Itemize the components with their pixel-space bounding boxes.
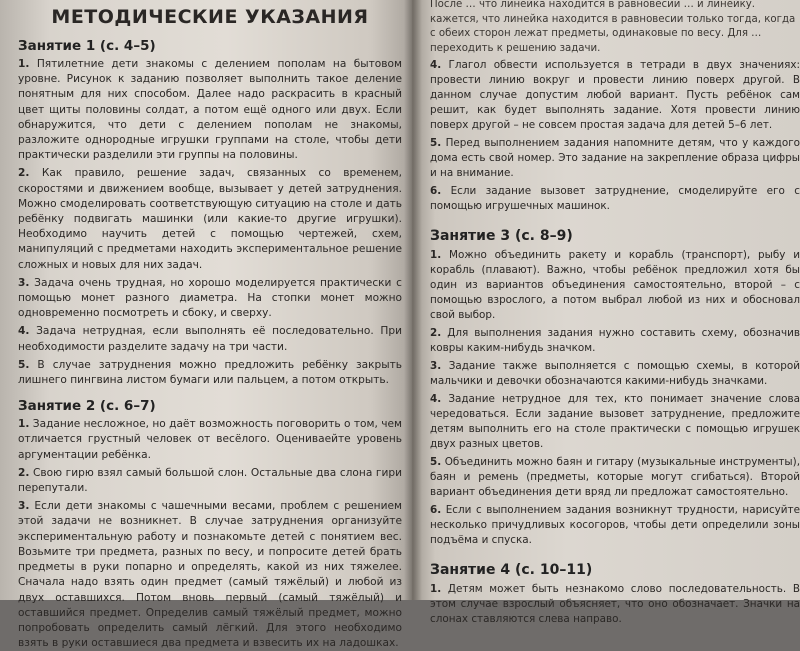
lesson-3-item-6 [430, 503, 800, 548]
lesson-2-item-6 [430, 184, 800, 214]
lesson-2-item-1 [18, 417, 402, 463]
item-number: 3. [430, 360, 442, 373]
item-text: Задание нетрудное для тех, кто понимает значение слова чередоваться. Если задание вызовет затруднение, предложите детям выполнить его на столе практически с помощью игрушек двух разных цветов. [430, 393, 800, 451]
item-number: 2. [18, 167, 30, 180]
item-text: Глагол обвести используется в тетради в двух значениях: провести линию вокруг и провести линию поверх другой. В данном случае допустим любой вариант. Пусть ребёнок сам решит, как будет выполнять задание. Хотя провести линию поверх другой – не совсем простая задача для детей 5–6 лет. [430, 59, 800, 132]
lesson-1-item-3 [18, 276, 402, 322]
lesson-3-item-3 [430, 359, 800, 389]
item-text: Если с выполнением задания возникнут трудности, нарисуйте несколько причудливых косогоров, чтобы дети определили зоны подъёма и спуска. [430, 504, 800, 547]
right-page [412, 0, 800, 626]
lesson-1-item-2 [18, 166, 402, 272]
lesson-3-item-1 [430, 248, 800, 323]
item-text: Детям может быть незнакомо слово последовательность. В этом случае взрослый объясняет, что оно обозначает. Значки на слонах ставляются слева направо. [430, 583, 800, 626]
item-text: Пятилетние дети знакомы с делением пополам на бытовом уровне. Рисунок к заданию позволяет выполнить такое деление понятным для них способом. Далее надо раскрасить в красный цвет щиты половины солдат, а потом ещё одного или двух. Если обнаружится, что дети с делением пополам не знакомы, разложите однородные игрушки группами на столе, чтобы дети практически разделили эти группы на половины. [18, 58, 402, 162]
item-number: 3. [18, 500, 30, 513]
item-number: 2. [430, 327, 442, 340]
item-text: Свою гирю взял самый большой слон. Остальные два слона гири перепутали. [18, 466, 402, 495]
item-text: Задача очень трудная, но хорошо моделируется практически с помощью монет разного диаметра. На стопки монет можно одновременно посмотреть и сбоку, и сверху. [18, 276, 402, 320]
lesson-2-item-5 [430, 136, 800, 181]
lesson-3-item-2 [430, 326, 800, 356]
item-number: 5. [430, 137, 442, 150]
item-text: Перед выполнением задания напомните детям, что у каждого дома есть свой номер. Это задание на закрепление образа цифры и на внимание. [430, 137, 800, 180]
lesson-2-item-4 [430, 58, 800, 133]
item-number: 1. [430, 249, 442, 262]
item-number: 5. [430, 456, 442, 469]
item-text: Задание несложное, но даёт возможность поговорить о том, чем отличается грустный человек от весёлого. Оцениваейте уровень аргументации ребёнка. [18, 418, 402, 461]
item-number: 1. [430, 583, 442, 596]
item-text: Для выполнения задания нужно составить схему, обозначив ковры каким-нибудь значком. [430, 327, 800, 355]
item-text: Объединить можно баян и гитару (музыкальные инструменты), баян и ремень (предметы, которые могут сгибаться). Второй вариант объединения дети вряд ли предложат самостоятельно. [430, 456, 800, 499]
item-number: 6. [430, 504, 442, 517]
page-title: МЕТОДИЧЕСКИЕ УКАЗАНИЯ [51, 6, 369, 28]
item-text: Можно объединить ракету и корабль (транспорт), рыбу и корабль (плавают). Важно, чтобы ребёнок предложил хотя бы один из вариантов объединения самостоятельно, второй – с помощью взрослого, а потом выбрал любой из них и обосновал свой выбор. [430, 249, 800, 322]
lesson-4-item-1 [430, 582, 800, 627]
lesson-1-item-1 [18, 57, 402, 163]
lesson-3-item-4 [430, 392, 800, 452]
lesson-1-heading: Занятие 1 (с. 4–5) [18, 38, 156, 54]
item-number: 4. [18, 325, 30, 338]
item-text: В случае затруднения можно предложить ребёнку закрыть лишнего пингвина листом бумаги или пальцем, а потом открыть. [18, 358, 403, 387]
lesson-3-item-5 [430, 455, 800, 500]
book-gutter [404, 0, 422, 600]
lesson-1-item-4 [18, 324, 402, 354]
item-number: 2. [18, 466, 30, 479]
item-number: 3. [18, 276, 30, 289]
item-text: Задача нетрудная, если выполнять её последовательно. При необходимости разделите задачу на три части. [18, 325, 402, 353]
lesson-2-item-2 [18, 466, 402, 496]
lesson-4-heading: Занятие 4 (с. 10–11) [430, 562, 593, 579]
continued-text-fragment: После … что линейка находится в равновесии … и линейку. кажется, что линейка находится в равновесии только тогда, когда с обеих сторон лежат предметы, одинаковые по весу. Для … переходить к решению задачи. [430, 0, 796, 54]
item-number: 4. [430, 393, 442, 406]
item-number: 1. [18, 58, 30, 70]
item-text: Если задание вызовет затруднение, смоделируйте его с помощью игрушечных машинок. [430, 185, 800, 213]
lesson-1-item-5 [18, 358, 402, 388]
item-text: Как правило, решение задач, связанных со временем, скоростями и движением вообще, вызывает у детей затруднения. Можно смоделировать соответствующую ситуацию на столе и дать ребёнку подвигать машинки (или какие-то другие игрушки). Необходимо научить детей с помощью чертежей, схем, манипуляций с предметами находить экспериментальное решение сложных и новых для них задач. [18, 167, 403, 271]
item-number: 4. [430, 59, 442, 72]
item-text: Если дети знакомы с чашечными весами, проблем с решением этой задачи не возникнет. В случае затруднения организуйте экспериментальную работу и познакомьте детей с понятием вес. Возьмите три предмета, разных по весу, и попросите детей брать предметы в руки попарно и определять, какой из них тяжелее. Сначала надо взять один предмет (самый тяжёлый) и любой из двух оставшихся. Потом вновь первый (самый тяжёлый) и оставшийся предмет. Определив самый тяжёлый предмет, можно попробовать определить самый лёгкий. Для этого необходимо взять в руки оставшиеся два предмета и взвесить их на ладошках. [18, 500, 402, 650]
item-number: 5. [18, 358, 30, 371]
lesson-2-item-3 [18, 499, 402, 651]
item-number: 6. [430, 185, 442, 198]
lesson-2-heading: Занятие 2 (с. 6–7) [18, 398, 156, 415]
lesson-3-heading: Занятие 3 (с. 8–9) [430, 228, 573, 245]
item-number: 1. [18, 418, 30, 431]
item-text: Задание также выполняется с помощью схемы, в которой мальчики и девочки обозначаются какими-нибудь значками. [430, 360, 800, 388]
